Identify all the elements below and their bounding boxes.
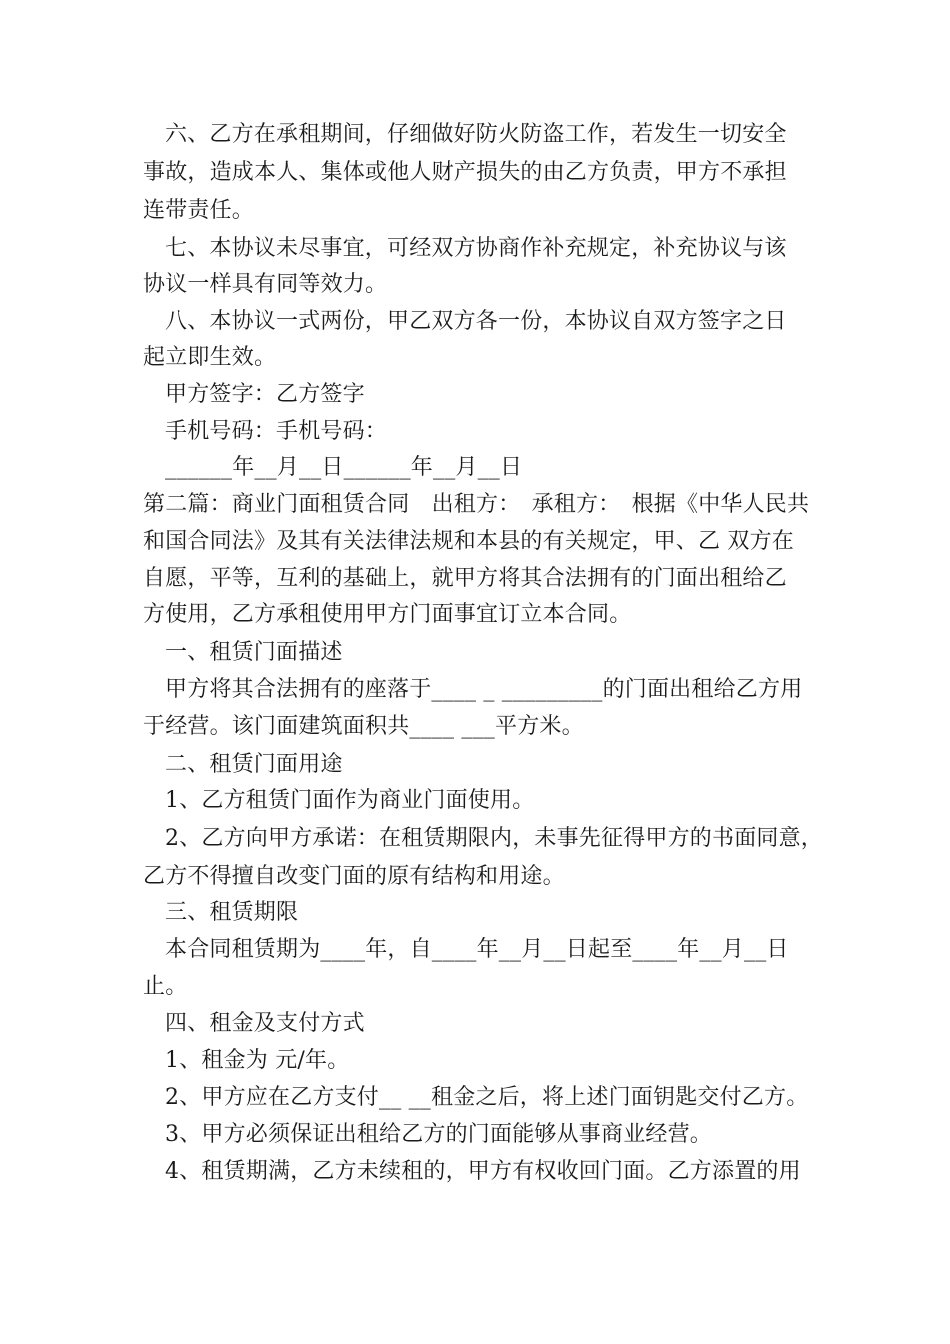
text-line: 和国合同法》及其有关法律法规和本县的有关规定，甲、乙 双方在 [143, 529, 794, 554]
text-line: 4、租赁期满，乙方未续租的，甲方有权收回门面。乙方添置的用 [165, 1159, 801, 1184]
text-line: 方使用，乙方承租使用甲方门面事宜订立本合同。 [143, 602, 632, 627]
text-line: 第二篇：商业门面租赁合同 出租方： 承租方： 根据《中华人民共 [143, 492, 810, 517]
text-line: 协议一样具有同等效力。 [143, 272, 388, 297]
text-line: 乙方不得擅自改变门面的原有结构和用途。 [143, 864, 565, 889]
text-line: 七、本协议未尽事宜，可经双方协商作补充规定，补充协议与该 [165, 236, 787, 261]
section-heading: 二、租赁门面用途 [165, 752, 343, 777]
section-heading: 一、租赁门面描述 [165, 640, 343, 665]
section-heading: 三、租赁期限 [165, 900, 299, 925]
text-line: 2、甲方应在乙方支付__ __租金之后，将上述门面钥匙交付乙方。 [165, 1085, 809, 1110]
text-line: 2、乙方向甲方承诺：在租赁期限内，未事先征得甲方的书面同意， [165, 826, 823, 851]
text-line: 本合同租赁期为____年，自____年__月__日起至____年__月__日 [165, 937, 789, 962]
text-line: 止。 [143, 974, 188, 999]
text-line: 连带责任。 [143, 198, 255, 223]
text-line: 自愿，平等，互利的基础上，就甲方将其合法拥有的门面出租给乙 [143, 566, 787, 591]
phone-line: 手机号码：手机号码： [165, 419, 388, 444]
signature-line: 甲方签字：乙方签字 [165, 382, 365, 407]
date-line: ______年__月__日______年__月__日 [165, 455, 523, 480]
text-line: 1、乙方租赁门面作为商业门面使用。 [165, 788, 535, 813]
text-line: 1、租金为 元/年。 [165, 1048, 350, 1073]
text-line: 事故，造成本人、集体或他人财产损失的由乙方负责，甲方不承担 [143, 160, 787, 185]
text-line: 甲方将其合法拥有的座落于____ _ _________的门面出租给乙方用 [165, 677, 803, 702]
section-heading: 四、租金及支付方式 [165, 1011, 365, 1036]
text-line: 六、乙方在承租期间，仔细做好防火防盗工作，若发生一切安全 [165, 122, 787, 147]
text-line: 八、本协议一式两份，甲乙双方各一份，本协议自双方签字之日 [165, 309, 787, 334]
text-line: 于经营。该门面建筑面积共____ ___平方米。 [143, 714, 584, 739]
text-line: 起立即生效。 [143, 345, 277, 370]
text-line: 3、甲方必须保证出租给乙方的门面能够从事商业经营。 [165, 1122, 712, 1147]
